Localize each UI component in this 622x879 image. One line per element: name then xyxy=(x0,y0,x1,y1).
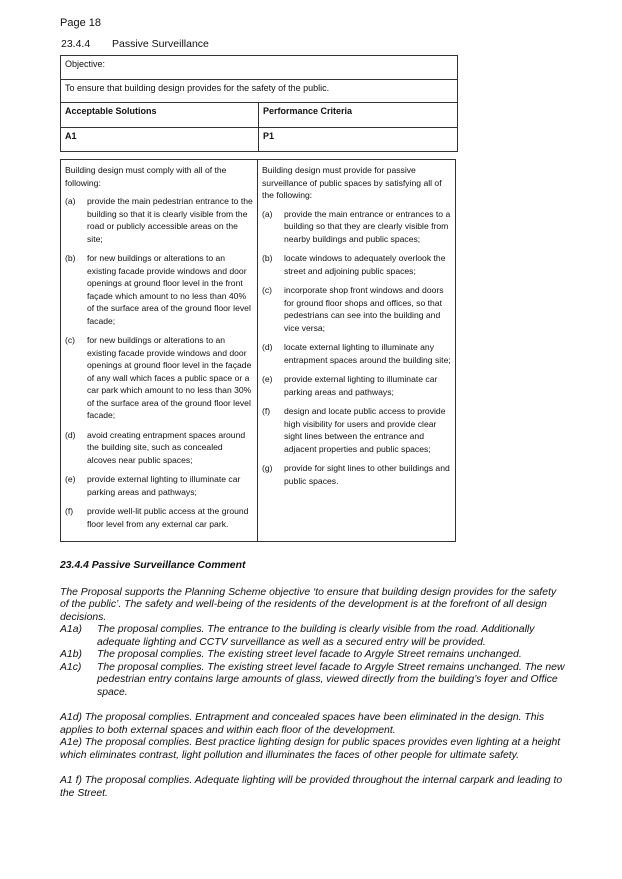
item-text: provide the main entrance or entrances to a building so that they are clearly visible from nearby buildings and public spaces; xyxy=(284,208,451,244)
comment-a1d: A1d) The proposal complies. Entrapment and concealed spaces have been eliminated in the design. This applies to both external spaces and within each floor of the development. xyxy=(60,712,545,736)
comment-item-label: A1a) xyxy=(60,624,82,635)
list-item xyxy=(65,429,254,467)
list-item xyxy=(65,334,254,422)
item-text: locate external lighting to illuminate any entrapment spaces around the building site; xyxy=(284,342,451,365)
comment-item-text: The proposal complies. The existing street level facade to Argyle Street remains unchanged. The new pedestrian entry contains large amounts of glass, viewed directly from the building’s foyer and Office space. xyxy=(97,661,565,698)
list-item xyxy=(262,252,452,277)
comment-intro: The Proposal supports the Planning Scheme objective ‘to ensure that building design provides for the safety of the public’. The safety and well-being of the residents of the development is at the forefront of all design decisions. xyxy=(60,586,557,623)
acceptable-solutions-column xyxy=(61,160,258,541)
item-label: (d) xyxy=(262,342,273,352)
comment-item-text: The proposal complies. The entrance to the building is clearly visible from the road. Additionally adequate lighting and CCTV surveillance as well as a secured entry will be provided. xyxy=(97,624,535,648)
acceptable-solutions-header: Acceptable Solutions xyxy=(61,103,259,127)
header-row xyxy=(61,103,457,128)
comment-item-label: A1c) xyxy=(60,661,82,673)
list-item xyxy=(65,473,254,498)
list-item xyxy=(65,505,254,530)
item-text: provide for sight lines to other buildings and public spaces. xyxy=(284,463,450,486)
objective-label: Objective: xyxy=(61,56,457,80)
item-text: for new buildings or alterations to an existing facade provide windows and door openings at ground floor level in the façade of any wall which faces a public space or a car park which amount to no less than 30% of the surface area of the ground floor level facade; xyxy=(87,335,252,420)
item-label: (a) xyxy=(65,196,76,206)
comment-a1e: A1e) The proposal complies. Best practice lighting design for public spaces provides even lighting at a height which eliminates contrast, light pollution and illuminates the faces of other people for ultimate safety. xyxy=(60,737,561,761)
comment-item xyxy=(60,624,566,649)
list-item xyxy=(262,405,452,455)
item-label: (f) xyxy=(65,506,74,516)
list-item xyxy=(262,208,452,246)
item-label: (a) xyxy=(262,208,273,219)
section-title: Passive Surveillance xyxy=(112,38,209,50)
criteria-table xyxy=(60,159,456,542)
item-label: (f) xyxy=(262,406,271,416)
item-label: (b) xyxy=(65,253,76,263)
item-text: provide the main pedestrian entrance to the building so that it is clearly visible from the road or publicly accessible areas on the site; xyxy=(87,196,253,244)
item-label: (d) xyxy=(65,429,76,440)
objective-text: To ensure that building design provides for the safety of the public. xyxy=(61,80,457,103)
section-number: 23.4.4 xyxy=(61,38,91,50)
item-text: for new buildings or alterations to an existing facade provide windows and door openings at ground floor level in the front façade which amount to no less than 40% of the surface area of the ground floor level facade; xyxy=(87,253,251,326)
item-text: provide external lighting to illuminate car parking areas and pathways; xyxy=(284,374,438,397)
comment-a1f: A1 f) The proposal complies. Adequate lighting will be provided throughout the internal carpark and leading to the Street. xyxy=(60,775,563,799)
list-item xyxy=(262,462,452,487)
list-item xyxy=(65,195,254,245)
comment-item-label: A1b) xyxy=(60,649,82,660)
item-label: (b) xyxy=(262,253,273,263)
a1-code: A1 xyxy=(61,128,259,151)
code-row xyxy=(61,128,457,151)
item-text: avoid creating entrapment spaces around the building site, such as concealed alcoves near public spaces; xyxy=(87,429,246,465)
item-text: design and locate public access to provide high visibility for users and provide clear sight lines between the entrance and adjacent properties and public spaces; xyxy=(284,406,446,454)
performance-lead: Building design must provide for passive surveillance of public spaces by satisfying all of the following: xyxy=(262,165,442,200)
item-label: (c) xyxy=(262,285,273,295)
item-text: provide well-lit public access at the ground floor level from any external car park. xyxy=(87,506,249,529)
item-label: (g) xyxy=(262,463,273,473)
list-item xyxy=(262,373,452,398)
list-item xyxy=(65,252,254,327)
comment-item xyxy=(60,649,566,662)
acceptable-lead: Building design must comply with all of the following: xyxy=(65,165,227,188)
comment-section xyxy=(60,560,566,800)
item-text: locate windows to adequately overlook the street and adjoining public spaces; xyxy=(284,253,446,276)
list-item xyxy=(262,284,452,334)
item-label: (e) xyxy=(262,374,273,384)
comment-item xyxy=(60,662,566,700)
performance-criteria-header: Performance Criteria xyxy=(263,106,353,116)
comment-title: 23.4.4 Passive Surveillance Comment xyxy=(60,560,246,571)
item-label: (c) xyxy=(65,335,76,345)
objective-table xyxy=(60,55,458,152)
item-text: provide external lighting to illuminate car parking areas and pathways; xyxy=(87,474,241,497)
page-number: Page 18 xyxy=(60,17,101,29)
item-label: (e) xyxy=(65,474,76,484)
performance-criteria-column xyxy=(258,160,455,541)
item-text: incorporate shop front windows and doors for ground floor shops and offices, so that pedestrians can see into the building and vice versa; xyxy=(284,285,444,333)
list-item xyxy=(262,341,452,366)
p1-code: P1 xyxy=(263,131,275,141)
comment-item-text: The proposal complies. The existing street level facade to Argyle Street remains unchanged. xyxy=(97,649,522,660)
